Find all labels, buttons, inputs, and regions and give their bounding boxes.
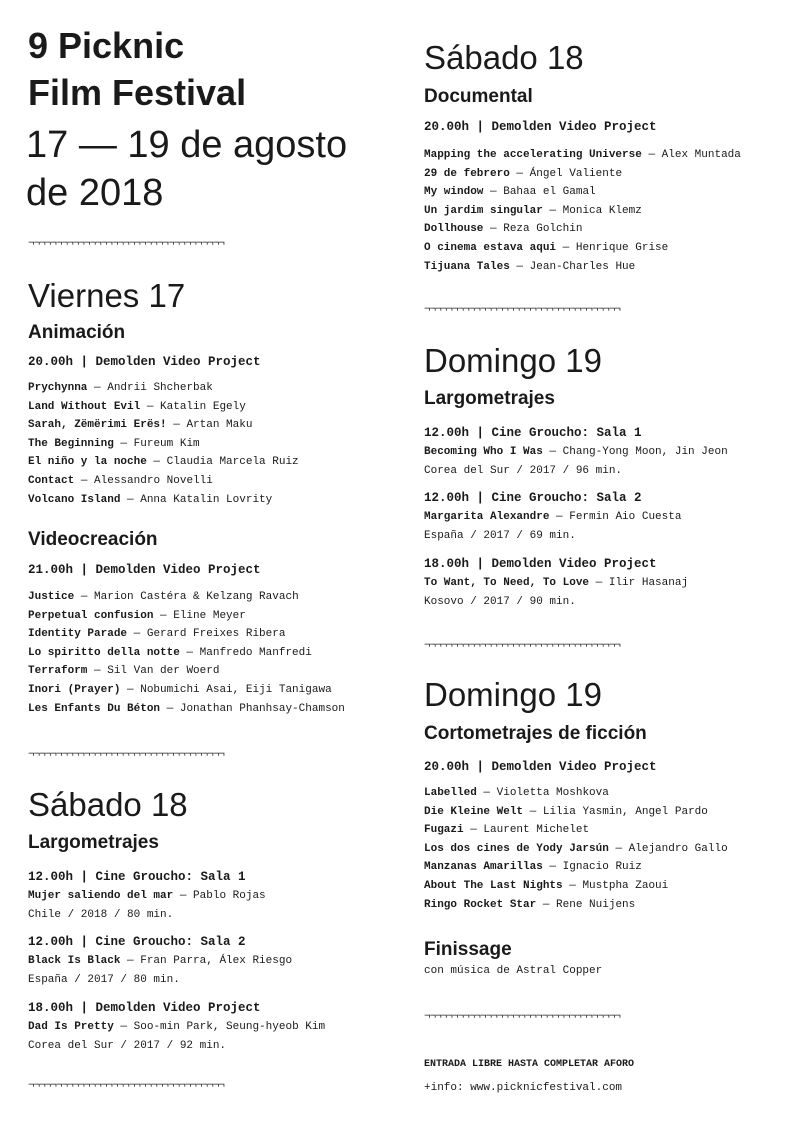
film-entry: Mujer saliendo del mar — Pablo Rojas (28, 890, 266, 902)
list-item: Prychynna — Andrii Shcherbak (28, 382, 213, 394)
list-item: The Beginning — Fureum Kim (28, 437, 200, 450)
festival-dates-line2: de 2018 (26, 172, 164, 214)
day-heading-domingo-cortos: Domingo 19 (424, 676, 602, 713)
session-slot: 12.00h | Cine Groucho: Sala 1 (424, 426, 642, 440)
list-item: Terraform — Sil Van der Woerd (28, 665, 220, 678)
separator: ¬¬¬¬¬¬¬¬¬¬¬¬¬¬¬¬¬¬¬¬¬¬¬¬¬¬¬¬¬¬¬¬¬¬¬ (28, 749, 225, 761)
session-slot: 12.00h | Cine Groucho: Sala 2 (424, 491, 642, 505)
category-cortometrajes: Cortometrajes de ficción (424, 723, 647, 744)
info-link[interactable]: +info: www.picknicfestival.com (424, 1082, 623, 1094)
film-info: Corea del Sur / 2017 / 96 min. (424, 464, 623, 477)
category-largometrajes: Largometrajes (424, 388, 555, 409)
session-slot: 20.00h | Demolden Video Project (424, 120, 657, 134)
list-item: Volcano Island — Anna Katalin Lovrity (28, 493, 273, 506)
category-documental: Documental (424, 86, 533, 107)
list-item: Manzanas Amarillas — Ignacio Ruiz (424, 861, 642, 874)
list-item: Dollhouse — Reza Golchin (424, 223, 583, 236)
screening-block (28, 999, 325, 1055)
film-info: Chile / 2018 / 80 min. (28, 908, 174, 921)
list-item: Mapping the accelerating Universe — Alex Muntada (424, 149, 741, 161)
list-item: Labelled — Violetta Moshkova (424, 787, 609, 799)
session-slot: 18.00h | Demolden Video Project (424, 557, 657, 571)
list-item: Identity Parade — Gerard Freixes Ribera (28, 628, 286, 641)
day-heading-sabado: Sábado 18 (28, 786, 188, 823)
festival-dates-line1: 17 — 19 de agosto (26, 124, 348, 166)
day-heading-domingo: Domingo 19 (424, 342, 602, 379)
finissage-title: Finissage (424, 939, 512, 960)
session-slot: 20.00h | Demolden Video Project (424, 760, 657, 774)
list-item: Les Enfants Du Béton — Jonathan Phanhsay-Chamson (28, 702, 345, 715)
session-slot: 21.00h | Demolden Video Project (28, 563, 261, 577)
list-item: Fugazi — Laurent Michelet (424, 824, 590, 837)
category-largometrajes: Largometrajes (28, 832, 159, 853)
screening-block (424, 424, 728, 480)
film-list-cortometrajes (424, 784, 728, 914)
list-item: 29 de febrero — Ángel Valiente (424, 167, 623, 180)
separator: ¬¬¬¬¬¬¬¬¬¬¬¬¬¬¬¬¬¬¬¬¬¬¬¬¬¬¬¬¬¬¬¬¬¬¬ (28, 238, 225, 250)
film-entry: Margarita Alexandre — Fermin Aio Cuesta (424, 511, 682, 523)
film-entry: To Want, To Need, To Love — Ilir Hasanaj (424, 577, 689, 589)
film-list-animacion (28, 379, 299, 509)
film-info: Kosovo / 2017 / 90 min. (424, 595, 576, 608)
day-heading-sabado-doc: Sábado 18 (424, 39, 584, 76)
session-slot: 20.00h | Demolden Video Project (28, 355, 261, 369)
list-item: O cinema estava aqui — Henrique Grise (424, 241, 669, 254)
list-item: Un jardim singular — Monica Klemz (424, 204, 642, 217)
finissage-subtitle: con música de Astral Copper (424, 965, 603, 977)
list-item: Tijuana Tales — Jean-Charles Hue (424, 260, 636, 273)
session-slot: 18.00h | Demolden Video Project (28, 1001, 261, 1015)
festival-title-line2: Film Festival (28, 72, 247, 113)
list-item: Perpetual confusion — Eline Meyer (28, 609, 246, 622)
session-slot: 12.00h | Cine Groucho: Sala 2 (28, 935, 246, 949)
screening-block (424, 489, 681, 545)
list-item: Land Without Evil — Katalin Egely (28, 400, 246, 413)
separator: ¬¬¬¬¬¬¬¬¬¬¬¬¬¬¬¬¬¬¬¬¬¬¬¬¬¬¬¬¬¬¬¬¬¬¬ (28, 1080, 225, 1092)
separator: ¬¬¬¬¬¬¬¬¬¬¬¬¬¬¬¬¬¬¬¬¬¬¬¬¬¬¬¬¬¬¬¬¬¬¬ (424, 304, 621, 316)
film-list-videocreacion (28, 588, 345, 718)
list-item: Sarah, Zëmërimi Erës! — Artan Maku (28, 419, 253, 432)
film-entry: Black Is Black — Fran Parra, Álex Riesgo (28, 955, 293, 967)
film-list-documental (424, 146, 741, 276)
day-heading-viernes: Viernes 17 (28, 277, 186, 314)
entrada-notice: ENTRADA LIBRE HASTA COMPLETAR AFORO (424, 1059, 635, 1070)
list-item: Justice — Marion Castéra & Kelzang Ravach (28, 591, 299, 603)
festival-title-line1: 9 Picknic (28, 25, 185, 66)
film-entry: Becoming Who I Was — Chang-Yong Moon, Jin Jeon (424, 446, 728, 458)
list-item: Lo spiritto della notte — Manfredo Manfredi (28, 646, 312, 659)
category-animacion: Animación (28, 322, 126, 343)
screening-block (28, 933, 292, 989)
session-slot: 12.00h | Cine Groucho: Sala 1 (28, 870, 246, 884)
separator: ¬¬¬¬¬¬¬¬¬¬¬¬¬¬¬¬¬¬¬¬¬¬¬¬¬¬¬¬¬¬¬¬¬¬¬ (424, 1011, 621, 1023)
screening-block (28, 868, 266, 924)
film-info: Corea del Sur / 2017 / 92 min. (28, 1039, 227, 1052)
separator: ¬¬¬¬¬¬¬¬¬¬¬¬¬¬¬¬¬¬¬¬¬¬¬¬¬¬¬¬¬¬¬¬¬¬¬ (424, 640, 621, 652)
list-item: About The Last Nights — Mustpha Zaoui (424, 879, 669, 892)
film-info: España / 2017 / 69 min. (424, 529, 576, 542)
list-item: Ringo Rocket Star — Rene Nuijens (424, 898, 636, 911)
list-item: Inori (Prayer) — Nobumichi Asai, Eiji Tanigawa (28, 683, 332, 696)
list-item: Contact — Alessandro Novelli (28, 474, 213, 487)
list-item: Die Kleine Welt — Lilia Yasmin, Angel Pardo (424, 805, 708, 818)
screening-block (424, 555, 688, 611)
category-videocreacion: Videocreación (28, 529, 158, 550)
list-item: My window — Bahaa el Gamal (424, 186, 596, 199)
list-item: El niño y la noche — Claudia Marcela Ruiz (28, 456, 299, 469)
list-item: Los dos cines de Yody Jarsún — Alejandro Gallo (424, 842, 728, 855)
film-entry: Dad Is Pretty — Soo-min Park, Seung-hyeob Kim (28, 1021, 326, 1033)
film-info: España / 2017 / 80 min. (28, 973, 180, 986)
